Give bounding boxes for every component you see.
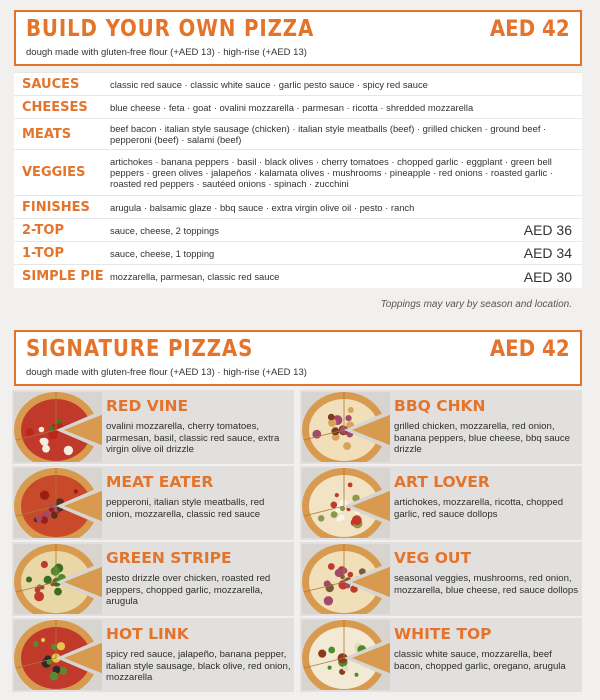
option-row-2top xyxy=(14,218,582,241)
option-items: artichokes · banana peppers · basil · black olives · cherry tomatoes · chopped garlic · eggplant · green bell peppers · green olives · jalapeños · kalamata olives · mushrooms · pineapple · red onions · roasted garlic · roasted red peppers · sautéed onions · spinach · zucchini xyxy=(110,156,553,189)
pizza-description: ovalini mozzarella, cherry tomatoes, parmesan, basil, classic red sauce, extra virgin olive oil drizzle xyxy=(106,421,280,455)
byo-subtitle: dough made with gluten-free flour (+AED 13) · high-rise (+AED 13) xyxy=(26,47,307,58)
option-label: MEATS xyxy=(22,126,72,142)
toppings-note: Toppings may vary by season and location. xyxy=(380,299,572,310)
option-row-veggies xyxy=(14,149,582,195)
pizza-image xyxy=(302,468,390,538)
pizza-description: spicy red sauce, jalapeño, banana pepper, italian style sausage, black olive, red onion, mozzarella xyxy=(106,649,291,683)
option-row-meats xyxy=(14,118,582,149)
option-label: CHEESES xyxy=(22,99,88,115)
pizza-name: VEG OUT xyxy=(394,549,472,567)
byo-header xyxy=(14,10,582,66)
option-items: mozzarella, parmesan, classic red sauce xyxy=(110,271,280,282)
option-price: AED 36 xyxy=(523,222,572,238)
pizza-card-veg-out xyxy=(300,542,582,616)
pizza-card-art-lover xyxy=(300,466,582,540)
option-items: arugula · balsamic glaze · bbq sauce · extra virgin olive oil · pesto · ranch xyxy=(110,201,415,213)
pizza-card-meat-eater xyxy=(12,466,294,540)
option-label: SAUCES xyxy=(22,76,80,92)
pizza-name: ART LOVER xyxy=(394,473,490,491)
byo-price: AED 42 xyxy=(490,17,570,42)
option-row-simple-pie xyxy=(14,264,582,288)
option-row-finishes xyxy=(14,195,582,218)
option-items: sauce, cheese, 2 toppings xyxy=(110,224,219,236)
option-items: beef bacon · italian style sausage (chicken) · italian style meatballs (beef) · grilled chicken · ground beef · pepperoni (beef) · salami (beef) xyxy=(110,123,547,145)
pizza-name: WHITE TOP xyxy=(394,625,492,643)
option-label: 1-TOP xyxy=(22,245,64,261)
option-row-1top xyxy=(14,241,582,264)
pizza-image xyxy=(302,544,390,614)
option-items: sauce, cheese, 1 topping xyxy=(110,247,215,259)
pizza-name: MEAT EATER xyxy=(106,473,214,491)
pizza-description: classic white sauce, mozzarella, beef bacon, chopped garlic, oregano, arugula xyxy=(394,649,566,672)
pizza-image xyxy=(14,544,102,614)
pizza-image xyxy=(14,620,102,690)
option-label: FINISHES xyxy=(22,199,90,215)
option-label: 2-TOP xyxy=(22,222,64,238)
pizza-image xyxy=(302,392,390,462)
pizza-name: BBQ CHKN xyxy=(394,397,486,415)
signature-title: SIGNATURE PIZZAS xyxy=(26,336,254,362)
pizza-name: HOT LINK xyxy=(106,625,189,643)
option-label: VEGGIES xyxy=(22,165,86,180)
pizza-card-hot-link xyxy=(12,618,294,692)
pizza-image xyxy=(14,468,102,538)
option-row-sauces xyxy=(14,72,582,95)
pizza-name: GREEN STRIPE xyxy=(106,549,232,567)
byo-title: BUILD YOUR OWN PIZZA xyxy=(26,16,315,42)
pizza-image xyxy=(14,392,102,462)
pizza-description: grilled chicken, mozzarella, red onion, banana peppers, blue cheese, bbq sauce drizzle xyxy=(394,421,571,455)
pizza-name: RED VINE xyxy=(106,397,189,415)
option-items: blue cheese · feta · goat · ovalini mozzarella · parmesan · ricotta · shredded mozzarella xyxy=(110,101,474,113)
pizza-description: pepperoni, italian style meatballs, red onion, mozzarella, classic red sauce xyxy=(106,497,265,520)
pizza-card-white-top xyxy=(300,618,582,692)
option-price: AED 30 xyxy=(523,268,572,285)
pizza-card-green-stripe xyxy=(12,542,294,616)
byo-options-list xyxy=(14,72,582,288)
pizza-description: artichokes, mozzarella, ricotta, chopped garlic, red sauce dollops xyxy=(394,497,564,520)
pizza-image xyxy=(302,620,390,690)
signature-subtitle: dough made with gluten-free flour (+AED 13) · high-rise (+AED 13) xyxy=(26,367,307,378)
pizza-description: pesto drizzle over chicken, roasted red peppers, chopped garlic, mozzarella, arugula xyxy=(106,573,271,607)
option-items: classic red sauce · classic white sauce · garlic pesto sauce · spicy red sauce xyxy=(110,78,428,90)
signature-header xyxy=(14,330,582,386)
pizza-card-bbq-chkn xyxy=(300,390,582,464)
option-label: SIMPLE PIE xyxy=(22,269,104,284)
option-price: AED 34 xyxy=(523,245,572,261)
pizza-description: seasonal veggies, mushrooms, red onion, mozzarella, blue cheese, red sauce dollops xyxy=(394,573,578,596)
pizza-card-red-vine xyxy=(12,390,294,464)
option-row-cheeses xyxy=(14,95,582,118)
signature-price: AED 42 xyxy=(490,337,570,362)
